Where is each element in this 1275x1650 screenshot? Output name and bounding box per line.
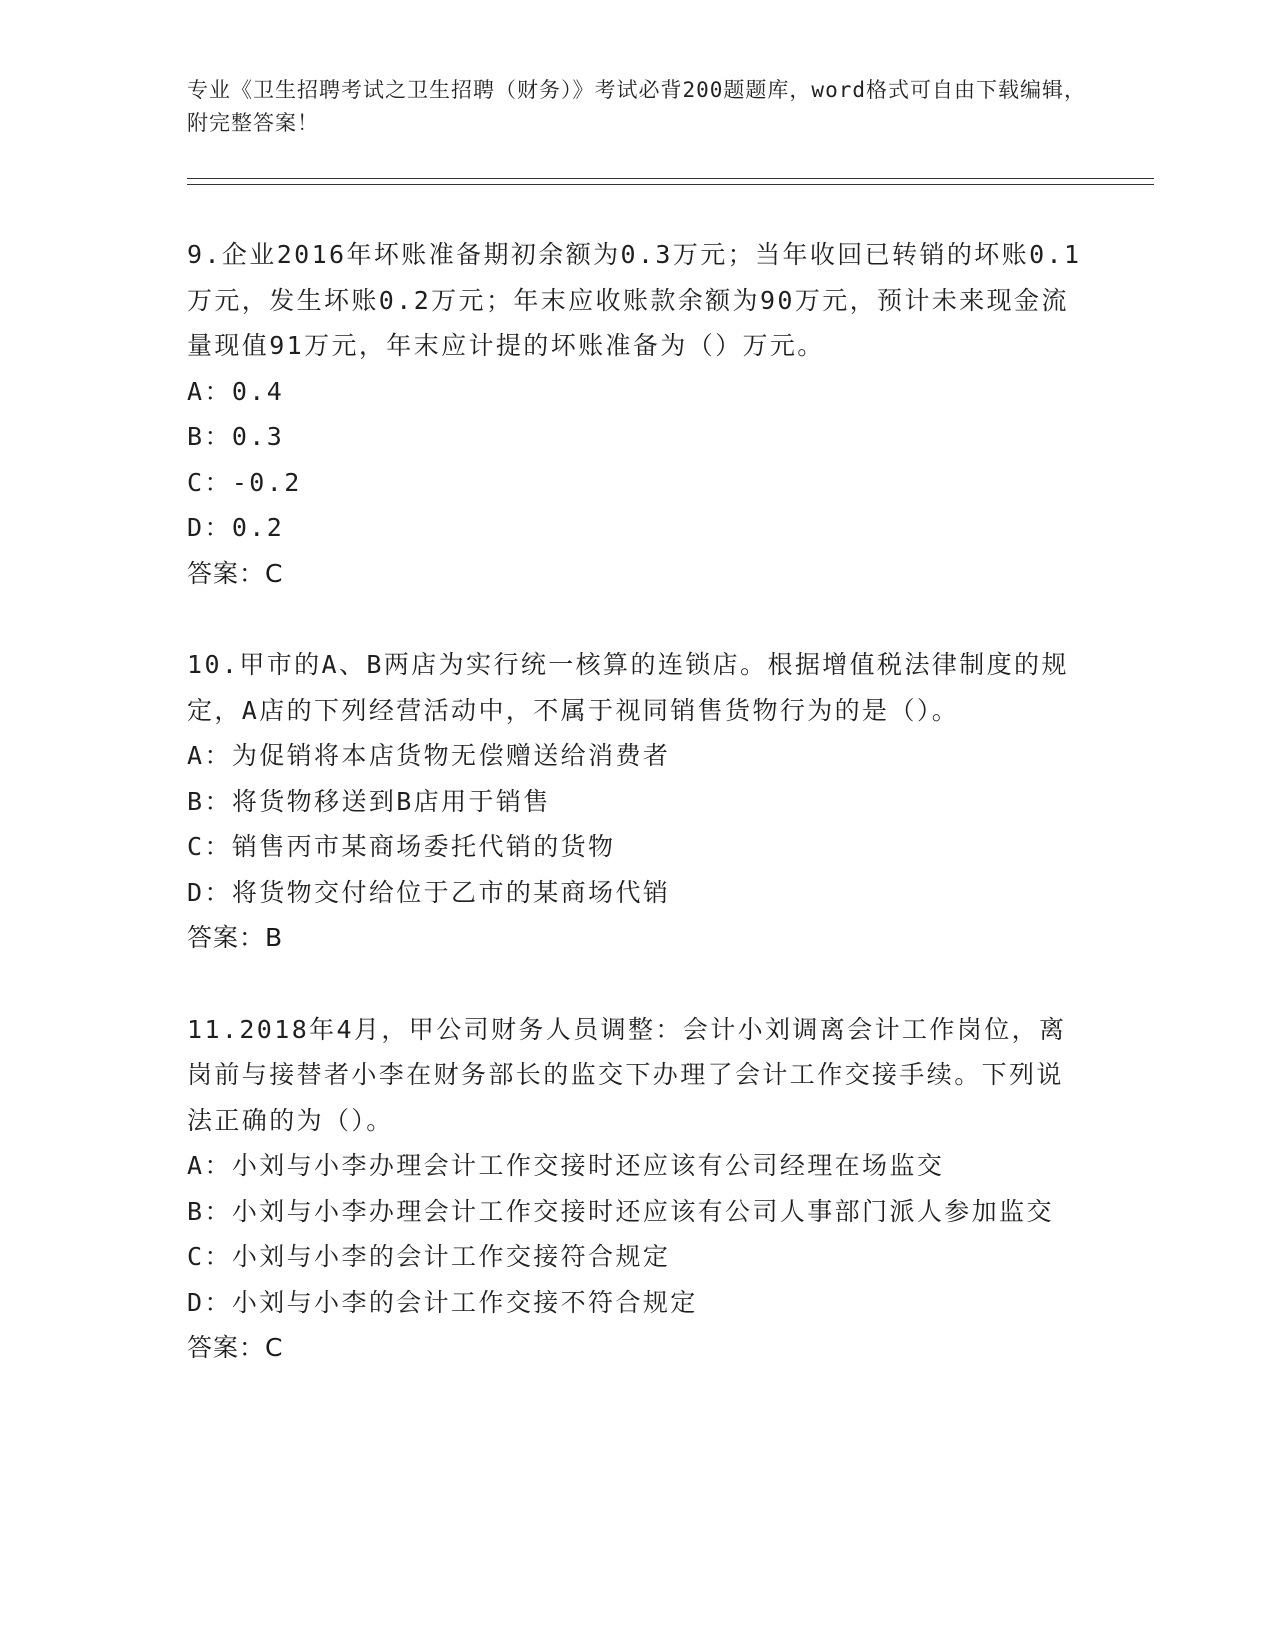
option-c: C：-0.2 [187,467,302,497]
answer-line: 答案：C [187,558,284,588]
answer-line: 答案：C [187,1333,284,1362]
answer-line: 答案：B [187,923,284,952]
option-a: A：为促销将本店货物无偿赠送给消费者 [187,741,671,770]
option-c: C：销售丙市某商场委托代销的货物 [187,832,616,861]
question-text: 9.企业2016年坏账准备期初余额为0.3万元；当年收回已转销的坏账0.1万元，发生坏账0.2万元；年末应收账款余额为90万元，预计未来现金流量现值91万元，年末应计提的坏账准备为（）万元。 [187,240,1082,360]
option-d: D：将货物交付给位于乙市的某商场代销 [187,877,671,907]
page-header: 专业《卫生招聘考试之卫生招聘（财务）》考试必背200题题库，word格式可自由下载编辑，附完整答案！ [187,78,1086,135]
option-d: D：0.2 [187,513,285,542]
header-divider [187,178,1154,185]
option-b: B：0.3 [187,422,285,451]
option-c: C：小刘与小李的会计工作交接符合规定 [187,1242,671,1271]
question-text: 10.甲市的A、B两店为实行统一核算的连锁店。根据增值税法律制度的规定，A店的下列经营活动中，不属于视同销售货物行为的是（）。 [187,650,1069,725]
option-b: B：小刘与小李办理会计工作交接时还应该有公司人事部门派人参加监交 [187,1196,1054,1226]
option-d: D：小刘与小李的会计工作交接不符合规定 [187,1287,698,1317]
question-list [187,232,1087,1417]
option-a: A：小刘与小李办理会计工作交接时还应该有公司经理在场监交 [187,1151,945,1180]
option-b: B：将货物移送到B店用于销售 [187,786,551,816]
question-10 [187,642,1087,961]
option-a: A：0.4 [187,376,285,406]
question-9 [187,232,1087,596]
question-11 [187,1007,1087,1371]
question-text: 11.2018年4月，甲公司财务人员调整：会计小刘调离会计工作岗位，离岗前与接替者小李在财务部长的监交下办理了会计工作交接手续。下列说法正确的为（）。 [187,1014,1067,1135]
